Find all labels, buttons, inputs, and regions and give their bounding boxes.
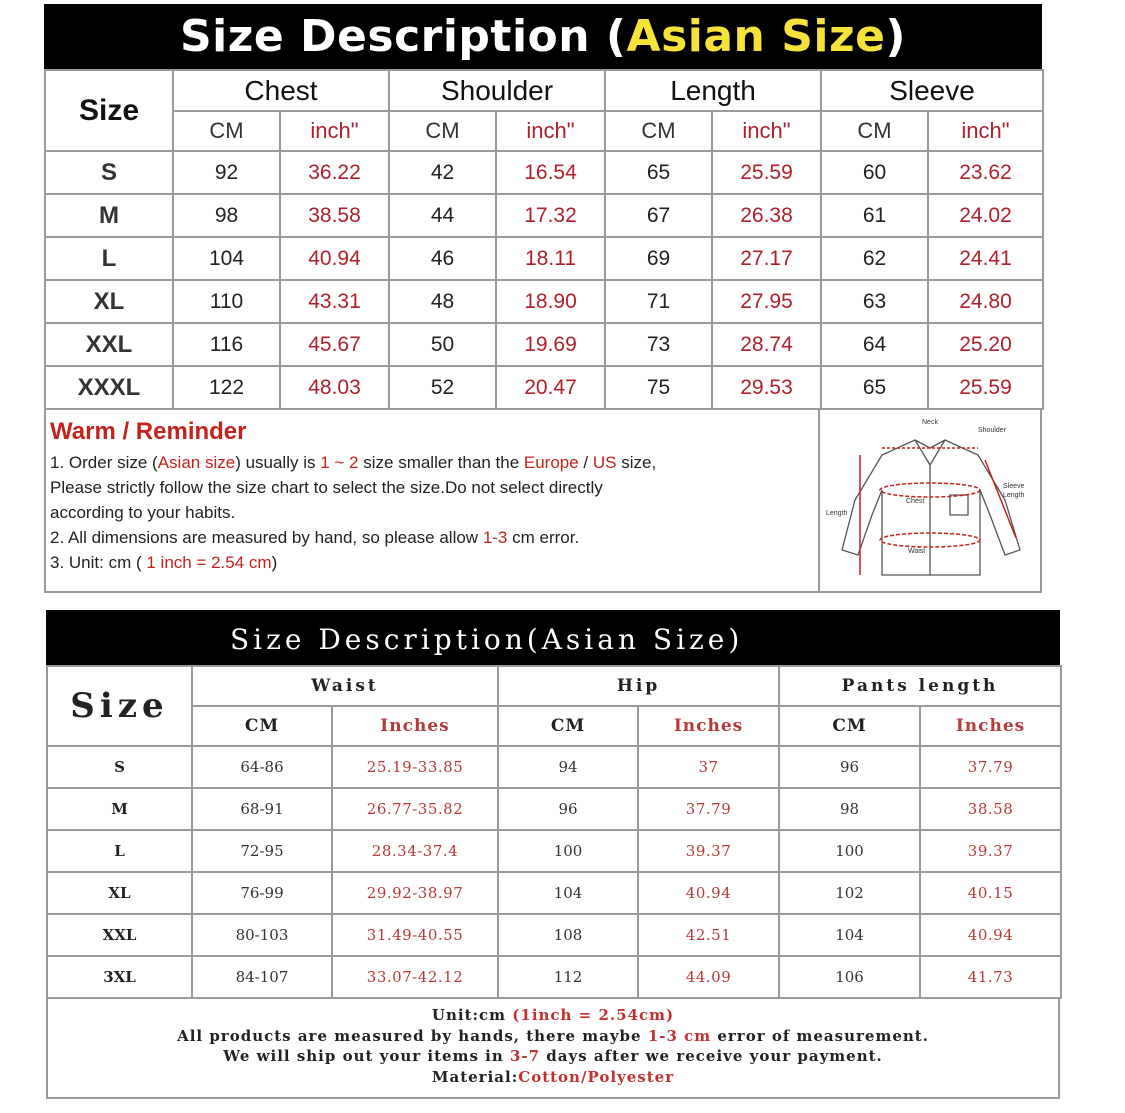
length-cm-cell: 67 bbox=[605, 194, 712, 237]
chest-inch-cell: 36.22 bbox=[280, 151, 389, 194]
length-cm-cell: 65 bbox=[605, 151, 712, 194]
chest-cm-cell: 122 bbox=[173, 366, 280, 409]
waist-cm-cell: 84-107 bbox=[192, 956, 332, 998]
sleeve-cm-cell: 61 bbox=[821, 194, 928, 237]
table-row bbox=[47, 746, 1061, 788]
hip-cm-cell: 100 bbox=[498, 830, 638, 872]
bottom-size-chart bbox=[46, 610, 1060, 1099]
chest-cm-cell: 110 bbox=[173, 280, 280, 323]
length-inch-cell: 25.59 bbox=[712, 151, 821, 194]
pants-cm-cell: 98 bbox=[779, 788, 920, 830]
size-cell: M bbox=[47, 788, 192, 830]
reminder-line: 3. Unit: cm ( 1 inch = 2.54 cm) bbox=[50, 553, 278, 572]
length-inch-cell: 27.95 bbox=[712, 280, 821, 323]
size-cell: S bbox=[45, 151, 173, 194]
shoulder-cm-cell: 52 bbox=[389, 366, 496, 409]
hip-inch-cell: 37 bbox=[638, 746, 779, 788]
hip-cm-cell: 96 bbox=[498, 788, 638, 830]
label-sleeve-length: Length bbox=[1003, 492, 1025, 499]
sleeve-inch-cell: 24.41 bbox=[928, 237, 1043, 280]
size-cell: S bbox=[47, 746, 192, 788]
reminder-title: Warm / Reminder bbox=[50, 418, 247, 445]
shoulder-inch-cell: 18.90 bbox=[496, 280, 605, 323]
hip-inch-cell: 42.51 bbox=[638, 914, 779, 956]
waist-inch-cell: 29.92-38.97 bbox=[332, 872, 498, 914]
shoulder-inch-cell: 16.54 bbox=[496, 151, 605, 194]
size-cell: XXXL bbox=[45, 366, 173, 409]
top-chart-title: Size Description (Asian Size) bbox=[44, 4, 1042, 69]
hip-cm-cell: 104 bbox=[498, 872, 638, 914]
shoulder-inch-cell: 17.32 bbox=[496, 194, 605, 237]
pants-inch-cell: 40.94 bbox=[920, 914, 1061, 956]
hip-cm-cell: 112 bbox=[498, 956, 638, 998]
chest-inch-cell: 43.31 bbox=[280, 280, 389, 323]
reminder-line: 2. All dimensions are measured by hand, so please allow 1-3 cm error. bbox=[50, 528, 580, 547]
sleeve-cm-cell: 62 bbox=[821, 237, 928, 280]
unit-cm-header: CM bbox=[173, 111, 280, 151]
size-cell: XXL bbox=[47, 914, 192, 956]
reminder-line: according to your habits. bbox=[50, 503, 236, 522]
waist-cm-cell: 68-91 bbox=[192, 788, 332, 830]
table-row bbox=[47, 830, 1061, 872]
sleeve-inch-cell: 25.59 bbox=[928, 366, 1043, 409]
hip-inch-cell: 44.09 bbox=[638, 956, 779, 998]
unit-cm-header: CM bbox=[821, 111, 928, 151]
note-line: All products are measured by hands, there maybe 1-3 cm error of measurement. bbox=[177, 1026, 929, 1045]
chest-cm-cell: 104 bbox=[173, 237, 280, 280]
shoulder-inch-cell: 20.47 bbox=[496, 366, 605, 409]
hip-inch-cell: 39.37 bbox=[638, 830, 779, 872]
pants-cm-cell: 96 bbox=[779, 746, 920, 788]
bottom-size-table bbox=[46, 665, 1062, 999]
pants-cm-cell: 104 bbox=[779, 914, 920, 956]
table-row bbox=[45, 280, 1043, 323]
hip-cm-cell: 108 bbox=[498, 914, 638, 956]
waist-inch-cell: 28.34-37.4 bbox=[332, 830, 498, 872]
length-cm-cell: 75 bbox=[605, 366, 712, 409]
pants-inch-cell: 39.37 bbox=[920, 830, 1061, 872]
unit-cm-header: CM bbox=[779, 706, 920, 746]
pants-inch-cell: 37.79 bbox=[920, 746, 1061, 788]
unit-cm-header: CM bbox=[605, 111, 712, 151]
pants-inch-cell: 41.73 bbox=[920, 956, 1061, 998]
unit-inch-header: inch" bbox=[496, 111, 605, 151]
label-chest: Chest bbox=[906, 498, 925, 505]
length-cm-cell: 71 bbox=[605, 280, 712, 323]
table-row bbox=[45, 323, 1043, 366]
chest-inch-cell: 40.94 bbox=[280, 237, 389, 280]
table-row bbox=[47, 956, 1061, 998]
length-inch-cell: 27.17 bbox=[712, 237, 821, 280]
shoulder-cm-cell: 42 bbox=[389, 151, 496, 194]
chest-inch-cell: 38.58 bbox=[280, 194, 389, 237]
label-neck: Neck bbox=[922, 419, 938, 426]
chest-cm-cell: 116 bbox=[173, 323, 280, 366]
shoulder-cm-cell: 50 bbox=[389, 323, 496, 366]
table-row bbox=[47, 914, 1061, 956]
label-shoulder: Shoulder bbox=[978, 427, 1007, 434]
unit-inches-header: Inches bbox=[638, 706, 779, 746]
waist-header: Waist bbox=[192, 666, 498, 706]
length-inch-cell: 29.53 bbox=[712, 366, 821, 409]
waist-inch-cell: 31.49-40.55 bbox=[332, 914, 498, 956]
hip-inch-cell: 37.79 bbox=[638, 788, 779, 830]
sleeve-inch-cell: 25.20 bbox=[928, 323, 1043, 366]
shirt-measurement-diagram bbox=[818, 410, 1044, 591]
hip-inch-cell: 40.94 bbox=[638, 872, 779, 914]
size-cell: 3XL bbox=[47, 956, 192, 998]
shoulder-inch-cell: 18.11 bbox=[496, 237, 605, 280]
bottom-chart-title: Size Description(Asian Size) bbox=[46, 610, 1060, 665]
shoulder-cm-cell: 48 bbox=[389, 280, 496, 323]
size-cell: XL bbox=[45, 280, 173, 323]
pants-length-header: Pants length bbox=[779, 666, 1061, 706]
sleeve-cm-cell: 64 bbox=[821, 323, 928, 366]
chest-cm-cell: 92 bbox=[173, 151, 280, 194]
note-line: Unit:cm (1inch = 2.54cm) bbox=[431, 1006, 675, 1024]
note-line: Material:Cotton/Polyester bbox=[431, 1067, 675, 1086]
sleeve-cm-cell: 65 bbox=[821, 366, 928, 409]
size-column-header: Size bbox=[45, 70, 173, 151]
sleeve-header: Sleeve bbox=[821, 70, 1043, 111]
measurement-notes bbox=[46, 999, 1060, 1099]
pants-inch-cell: 38.58 bbox=[920, 788, 1061, 830]
size-cell: L bbox=[47, 830, 192, 872]
unit-inch-header: inch" bbox=[712, 111, 821, 151]
shirt-icon bbox=[820, 410, 1044, 591]
sleeve-inch-cell: 24.80 bbox=[928, 280, 1043, 323]
unit-inch-header: inch" bbox=[280, 111, 389, 151]
size-column-header: Size bbox=[47, 666, 192, 746]
chest-header: Chest bbox=[173, 70, 389, 111]
size-cell: XXL bbox=[45, 323, 173, 366]
waist-inch-cell: 25.19-33.85 bbox=[332, 746, 498, 788]
reminder-panel bbox=[44, 410, 1042, 593]
hip-header: Hip bbox=[498, 666, 779, 706]
waist-cm-cell: 64-86 bbox=[192, 746, 332, 788]
sleeve-cm-cell: 63 bbox=[821, 280, 928, 323]
sleeve-inch-cell: 24.02 bbox=[928, 194, 1043, 237]
reminder-text bbox=[50, 418, 818, 575]
length-cm-cell: 69 bbox=[605, 237, 712, 280]
label-sleeve: Sleeve bbox=[1003, 483, 1025, 490]
table-row bbox=[45, 237, 1043, 280]
shoulder-cm-cell: 46 bbox=[389, 237, 496, 280]
unit-cm-header: CM bbox=[389, 111, 496, 151]
length-cm-cell: 73 bbox=[605, 323, 712, 366]
length-inch-cell: 28.74 bbox=[712, 323, 821, 366]
shoulder-cm-cell: 44 bbox=[389, 194, 496, 237]
label-waist: Waist bbox=[908, 548, 926, 555]
shoulder-inch-cell: 19.69 bbox=[496, 323, 605, 366]
waist-inch-cell: 26.77-35.82 bbox=[332, 788, 498, 830]
chest-inch-cell: 45.67 bbox=[280, 323, 389, 366]
length-header: Length bbox=[605, 70, 821, 111]
pants-cm-cell: 106 bbox=[779, 956, 920, 998]
length-inch-cell: 26.38 bbox=[712, 194, 821, 237]
chest-cm-cell: 98 bbox=[173, 194, 280, 237]
note-line: We will ship out your items in 3-7 days after we receive your payment. bbox=[223, 1047, 883, 1065]
chest-inch-cell: 48.03 bbox=[280, 366, 389, 409]
unit-cm-header: CM bbox=[498, 706, 638, 746]
shoulder-header: Shoulder bbox=[389, 70, 605, 111]
top-size-chart bbox=[44, 4, 1042, 593]
waist-cm-cell: 72-95 bbox=[192, 830, 332, 872]
top-size-table bbox=[44, 69, 1044, 410]
reminder-line: 1. Order size (Asian size) usually is 1 ~ 2 size smaller than the Europe / US size, bbox=[50, 453, 657, 472]
unit-inch-header: inch" bbox=[928, 111, 1043, 151]
size-cell: XL bbox=[47, 872, 192, 914]
table-row bbox=[45, 366, 1043, 409]
size-cell: M bbox=[45, 194, 173, 237]
table-row bbox=[47, 788, 1061, 830]
unit-inches-header: Inches bbox=[920, 706, 1061, 746]
pants-cm-cell: 100 bbox=[779, 830, 920, 872]
hip-cm-cell: 94 bbox=[498, 746, 638, 788]
table-row bbox=[47, 872, 1061, 914]
pants-cm-cell: 102 bbox=[779, 872, 920, 914]
size-cell: L bbox=[45, 237, 173, 280]
sleeve-cm-cell: 60 bbox=[821, 151, 928, 194]
waist-inch-cell: 33.07-42.12 bbox=[332, 956, 498, 998]
waist-cm-cell: 80-103 bbox=[192, 914, 332, 956]
label-length: Length bbox=[826, 510, 848, 517]
pants-inch-cell: 40.15 bbox=[920, 872, 1061, 914]
unit-cm-header: CM bbox=[192, 706, 332, 746]
table-row bbox=[45, 151, 1043, 194]
table-row bbox=[45, 194, 1043, 237]
waist-cm-cell: 76-99 bbox=[192, 872, 332, 914]
sleeve-inch-cell: 23.62 bbox=[928, 151, 1043, 194]
reminder-line: Please strictly follow the size chart to select the size.Do not select directly bbox=[50, 478, 603, 497]
unit-inches-header: Inches bbox=[332, 706, 498, 746]
